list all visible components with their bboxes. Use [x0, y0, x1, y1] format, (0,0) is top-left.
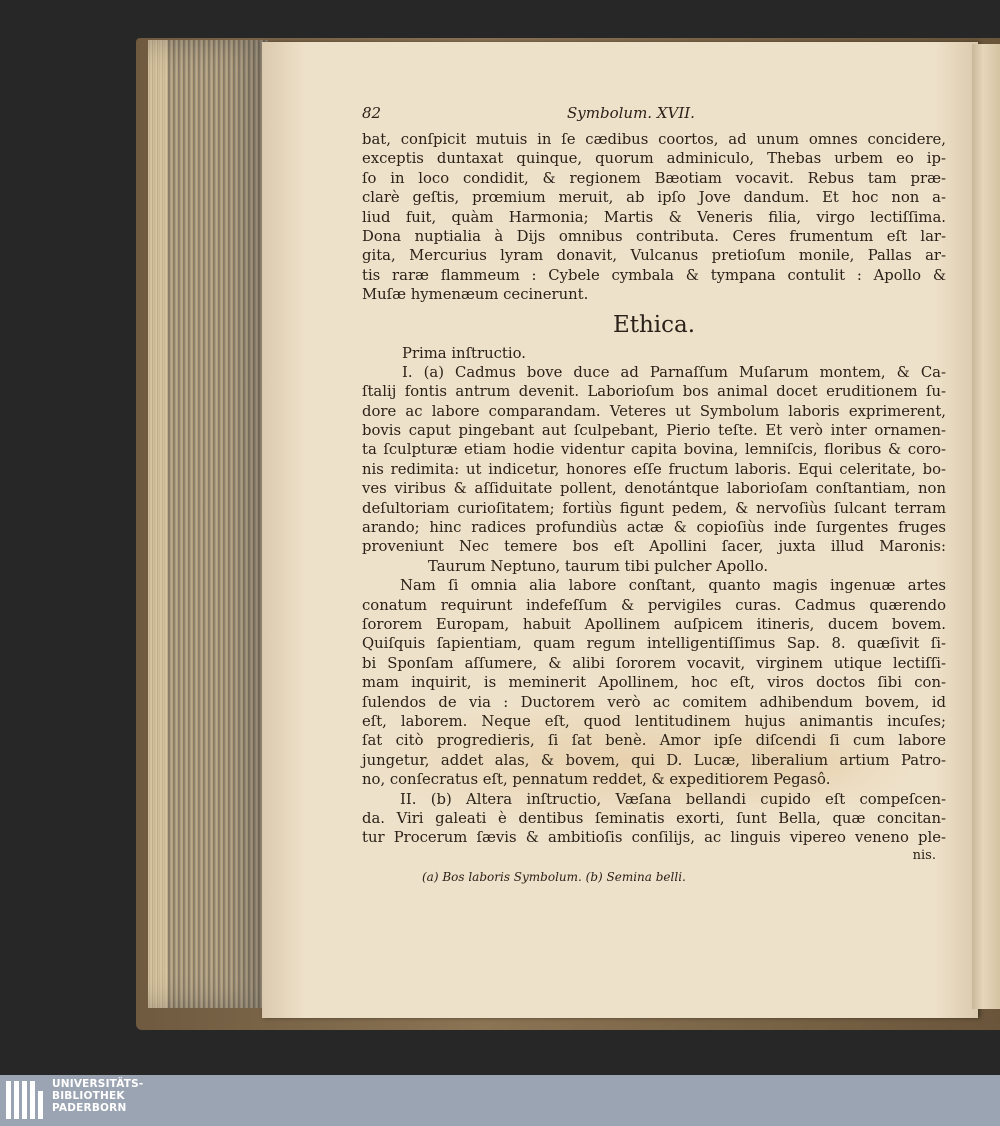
page-edges: [148, 40, 268, 1008]
text-line: tur Procerum ſævis & ambitioſis conſilijs, ac linguis vipereo veneno ple-: [362, 829, 946, 847]
library-logo-icon: [6, 1081, 46, 1121]
text-line: bi Sponſam aſſumere, & alibi ſororem vocavit, virginem utique lectiſſi-: [362, 654, 946, 672]
text-line: Muſæ hymenæum cecinerunt.: [362, 286, 589, 304]
text-line: conatum requirunt indefeſſum & pervigiles curas. Cadmus quærendo: [362, 596, 946, 614]
text-line: ſororem Europam, habuit Apollinem auſpicem itineris, ducem bovem.: [362, 615, 946, 633]
opening-paragraph: [362, 130, 946, 305]
text-line: nis redimita: ut indicetur, honores eſſe fructum laboris. Equi celeritate, bo-: [362, 460, 946, 478]
second-paragraph: [362, 576, 946, 789]
text-line: tis raræ flammeum : Cybele cymbala & tympana contulit : Apollo &: [362, 266, 946, 284]
footnote: (a) Bos laboris Symbolum. (b) Semina belli.: [422, 869, 686, 884]
text-line: ſo in loco condidit, & regionem Bæotiam vocavit. Rebus tam præ-: [362, 169, 946, 187]
library-footer: [0, 1075, 1000, 1126]
section-heading: Ethica.: [612, 311, 696, 338]
text-line: gita, Mercurius lyram donavit, Vulcanus pretioſum monile, Pallas ar-: [362, 247, 946, 265]
text-line: deſultoriam curioſitatem; fortiùs figunt pedem, & nervoſiùs ſulcant terram: [362, 499, 946, 517]
text-line: Quiſquis ſapientiam, quam regum intelligentiſſimus Sap. 8. quæſivit ſi-: [362, 635, 946, 653]
verse-line: Taurum Neptuno, taurum tibi pulcher Apollo.: [428, 557, 769, 575]
text-line: da. Viri galeati è dentibus ſeminatis exorti, ſunt Bella, quæ concitan-: [362, 809, 946, 827]
text-line: ſat citò progredieris, ſi ſat benè. Amor ipſe diſcendi ſi cum labore: [362, 732, 946, 750]
text-line: I. (a) Cadmus bove duce ad Parnaſſum Muſarum montem, & Ca-: [402, 363, 946, 381]
text-line: eſt, laborem. Neque eſt, quod lentitudinem hujus animantis incuſes;: [362, 712, 946, 730]
text-line: Dona nuptialia à Dijs omnibus contributa. Ceres frumentum eſt lar-: [362, 227, 946, 245]
text-line: liud fuit, quàm Harmonia; Martis & Veneris filia, virgo lectiſſima.: [362, 208, 946, 226]
first-instruction: [362, 363, 946, 557]
text-line: ſtalij fontis antrum devenit. Laborioſum bos animal docet eruditionem ſu-: [362, 383, 946, 401]
page-text: [362, 100, 946, 884]
text-line: ves viribus & aſſiduitate pollent, denotántque laborioſam conſtantiam, non: [362, 480, 946, 498]
text-line: bat, conſpicit mutuis in ſe cædibus coortos, ad unum omnes concidere,: [362, 131, 946, 148]
text-line: II. (b) Altera inſtructio, Væſana bellandi cupido eſt compeſcen-: [400, 790, 946, 808]
next-page-edge: [972, 44, 1000, 1009]
text-line: no, conſecratus eſt, pennatum reddet, & expeditiorem Pegasô.: [362, 771, 831, 789]
running-head-title: Symbolum. XVII.: [567, 104, 695, 122]
text-line: exceptis duntaxat quinque, quorum adminiculo, Thebas urbem eo ip-: [362, 150, 946, 168]
text-line: ta ſculpturæ etiam hodie videntur capita bovina, lemniſcis, floribus & coro-: [362, 441, 946, 459]
catchword: nis.: [912, 847, 936, 863]
page-number: 82: [362, 104, 382, 122]
text-line: dore ac labore comparandam. Veteres ut Symbolum laboris exprimerent,: [362, 402, 946, 420]
text-line: Nam ſi omnia alia labore conſtant, quanto magis ingenuæ artes: [400, 577, 946, 595]
sub-heading: Prima inſtructio.: [402, 344, 526, 362]
library-name-line: BIBLIOTHEK: [52, 1090, 125, 1102]
text-line: mam inquirit, is meminerit Apollinem, hoc eſt, viros doctos ſibi con-: [362, 674, 946, 692]
text-line: proveniunt Nec temere bos eſt Apollini ſacer, juxta illud Maronis:: [362, 538, 946, 556]
library-name: [52, 1078, 143, 1114]
second-instruction: [362, 790, 946, 848]
text-line: jungetur, addet alas, & bovem, qui D. Lucæ, liberalium artium Patro-: [362, 751, 946, 769]
library-name-line: PADERBORN: [52, 1102, 127, 1114]
text-line: arando; hinc radices profundiùs actæ & copioſiùs inde ſurgentes fruges: [362, 519, 946, 537]
running-head: [362, 100, 946, 130]
text-line: clarè geſtis, prœmium meruit, ab ipſo Jove dandum. Et hoc non a-: [362, 189, 946, 207]
library-name-line: UNIVERSITÄTS-: [52, 1078, 144, 1090]
text-line: ſulendos de via : Ductorem verò ac comitem adhibendum bovem, id: [362, 693, 946, 711]
text-line: bovis caput pingebant aut ſculpebant, Pierio teſte. Et verò inter ornamen-: [362, 422, 946, 440]
